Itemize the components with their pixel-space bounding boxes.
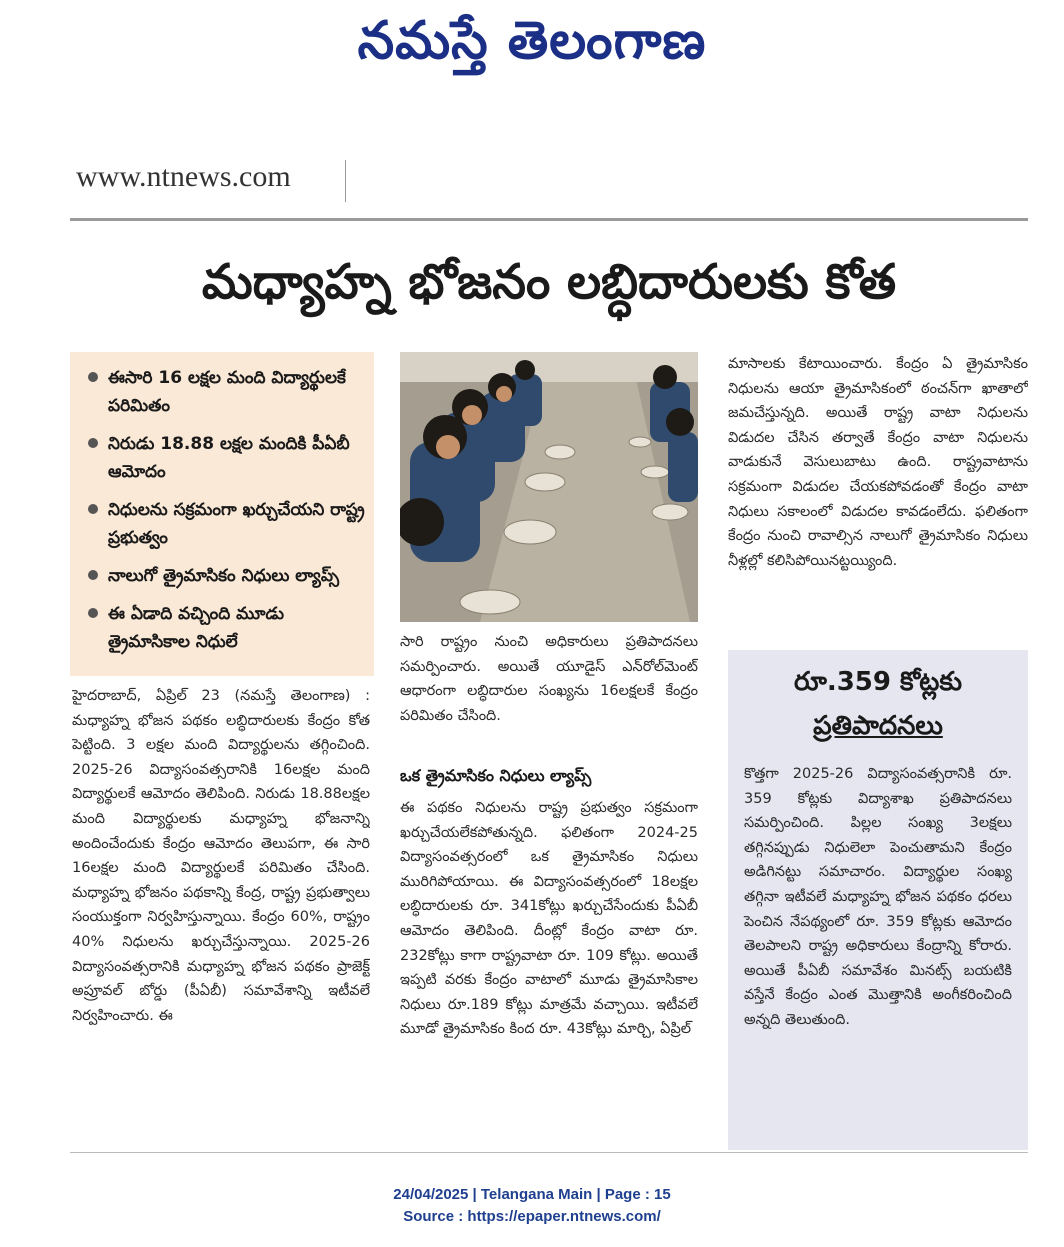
- column-3-text: మాసాలకు కేటాయించారు. కేంద్రం ఏ త్రైమాసికం నిధులను ఆయా త్రైమాసికంలో ఠంచన్‌గా ఖాతాలో జమచేస్తున్నది. అయితే రాష్ట్ర వాటా నిధులను విడుదల చేసిన తర్వాతే కేంద్రం వాటా నిధులను వాడుకునే వెసులుబాటు ఉంది. రాష్ట్రవాటాను సక్రమంగా విడుదల చేయకపోవడంతో కేంద్రం వాటా నిధులు సకాలంలో విడుదల కావడంలేదు. ఫలితంగా కేంద్రం నుంచి రావాల్సిన నాలుగో త్రైమాసికం నిధులు నీళ్లల్లో కలిసిపోయినట్టయ్యింది.: [728, 356, 1028, 569]
- bullet-icon: [88, 438, 98, 448]
- column-2a-text: సారి రాష్ట్రం నుంచి అధికారులు ప్రతిపాదనలు సమర్పించారు. అయితే యూడైస్ ఎన్‌రోల్‌మెంట్ ఆధారంగా లబ్ధిదారుల సంఖ్యను 16లక్షలకే కేంద్రం పరిమితం చేసింది.: [400, 634, 698, 724]
- highlight-text: నిధులను సక్రమంగా ఖర్చుచేయని రాష్ట్ర ప్రభుత్వం: [108, 500, 365, 548]
- highlight-text: ఈసారి 16 లక్షల మంది విద్యార్థులకే పరిమితం: [108, 368, 346, 416]
- bullet-icon: [88, 504, 98, 514]
- article-column-2b: [400, 796, 698, 1146]
- highlight-item: [86, 562, 366, 590]
- column-2b-text: ఈ పథకం నిధులను రాష్ట్ర ప్రభుత్వం సక్రమంగా ఖర్చుచేయలేకపోతున్నది. ఫలితంగా 2024-25 విద్యాసంవత్సరంలో ఒక త్రైమాసికం నిధులు మురిగిపోయాయి. ఈ విద్యాసంవత్సరంలో 18లక్షల లబ్ధిదారులకు రూ. 341కోట్లు ఖర్చుచేసేందుకు పీఏబీ ఆమోదం తెలిపింది. దీంట్లో కేంద్రం వాటా రూ. 232కోట్లు కాగా రాష్ట్రవాటా రూ. 109 కోట్లు. అయితే ఇప్పటి వరకు కేంద్రం వాటాలో మూడు త్రైమాసికాల నిధులు రూ.189 కోట్లు మాత్రమే వచ్చాయి. ఇటీవలే మూడో త్రైమాసికం కింద రూ. 43కోట్లు మార్చి, ఏప్రిల్: [400, 800, 698, 1038]
- sidebar-title-line-1: రూ.359 కోట్లకు: [794, 667, 962, 697]
- sidebar-title-line-2: ప్రతిపాదనలు: [813, 711, 943, 741]
- bottom-rule: [70, 1152, 1028, 1153]
- bullet-icon: [88, 608, 98, 618]
- highlight-text: ఈ ఏడాది వచ్చింది మూడు త్రైమాసికాల నిధులే: [108, 604, 284, 652]
- url-divider: [345, 160, 346, 202]
- footer-date-edition: 24/04/2025 | Telangana Main | Page : 15: [393, 1186, 671, 1203]
- sidebar-body: కొత్తగా 2025-26 విద్యాసంవత్సరానికి రూ. 359 కోట్లకు విద్యాశాఖ ప్రతిపాదనలు సమర్పించింది. పిల్లల సంఖ్య 3లక్షలు తగ్గినప్పుడు నిధులెలా పెంచుతామని కేంద్రం అడిగినట్టు సమాచారం. విద్యార్థుల సంఖ్య తగ్గినా ఇటీవలే మధ్యాహ్న భోజన పథకం ధరలు పెంచిన నేపథ్యంలో రూ. 359 కోట్లకు ఆమోదం తెలపాలని రాష్ట్ర అధికారులు కేంద్రాన్ని కోరారు. అయితే పీఏబీ సమావేశం మినట్స్ బయటికి వస్తేనే కేంద్రం ఎంత మొత్తానికి అంగీకరించింది అన్నది తెలుతుంది.: [744, 766, 1012, 1028]
- highlight-text: నిరుడు 18.88 లక్షల మందికి పీఏబీ ఆమోదం: [108, 434, 350, 482]
- newspaper-masthead: నమస్తే తెలంగాణ: [357, 10, 707, 71]
- top-rule: [70, 218, 1028, 221]
- column-1-text: హైదరాబాద్, ఏప్రిల్ 23 (నమస్తే తెలంగాణ) : మధ్యాహ్న భోజన పథకం లబ్ధిదారులకు కేంద్రం కోత పెట్టింది. 3 లక్షల మంది విద్యార్థులను తగ్గించింది. 2025-26 విద్యాసంవత్సరానికి 16లక్షల మంది విద్యార్థులకే ఆమోదం తెలిపింది. నిరుడు 18.88లక్షల మంది విద్యార్థులకు మధ్యాహ్న భోజనాన్ని అందించేందుకు కేంద్రం ఆమోదం తెలుపగా, ఈ సారి 16లక్షల మంది విద్యార్థులకే పరిమితం చేసింది. మధ్యాహ్న భోజనం పథకాన్ని కేంద్ర, రాష్ట్ర ప్రభుత్వాలు సంయుక్తంగా నిర్వహిస్తున్నాయి. కేంద్రం 60%, రాష్ట్రం 40% నిధులను ఖర్చుచేస్తున్నాయి. 2025-26 విద్యాసంవత్సరానికి మధ్యాహ్న భోజన పథకం ప్రాజెక్ట్ అప్రూవల్ బోర్డు (పీఏబీ) సమావేశాన్ని ఇటీవలే నిర్వహించారు. ఈ: [72, 688, 370, 1024]
- students-eating-photo: [400, 352, 698, 622]
- column-subheading: ఒక త్రైమాసికం నిధులు ల్యాప్స్: [400, 766, 592, 785]
- article-column-3: [728, 352, 1028, 634]
- highlight-item: [86, 430, 366, 486]
- news-photo: [400, 352, 698, 622]
- highlight-text: నాలుగో త్రైమాసికం నిధులు ల్యాప్స్: [108, 566, 340, 586]
- bullet-icon: [88, 372, 98, 382]
- bullet-icon: [88, 570, 98, 580]
- sidebar-box: [728, 650, 1028, 1150]
- footer-source: Source : https://epaper.ntnews.com/: [403, 1208, 661, 1225]
- article-column-2a: [400, 630, 698, 750]
- highlight-item: [86, 364, 366, 420]
- highlights-box: [70, 352, 374, 676]
- article-column-1: [72, 684, 370, 1144]
- site-url: www.ntnews.com: [76, 160, 291, 193]
- article-headline: మధ్యాహ్న భోజనం లబ్ధిదారులకు కోత: [201, 254, 897, 310]
- highlight-item: [86, 600, 366, 656]
- highlight-item: [86, 496, 366, 552]
